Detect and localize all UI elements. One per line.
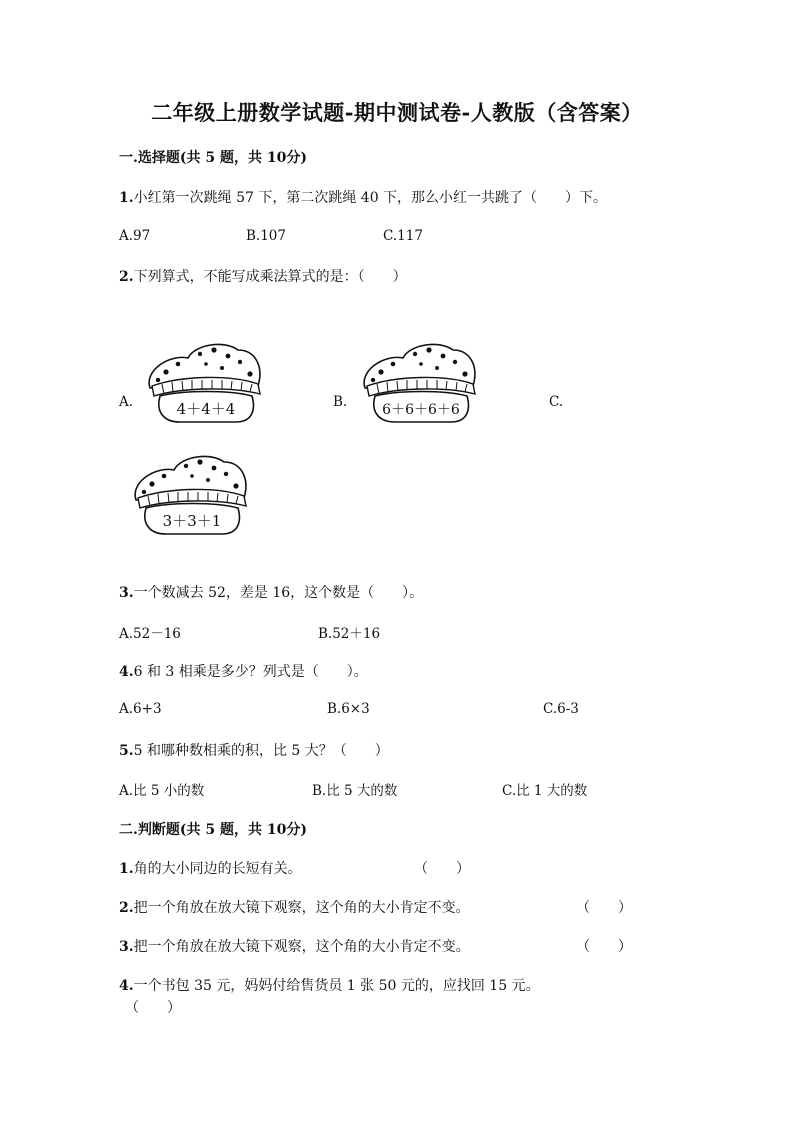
judge-1-blank: （ ） — [414, 861, 470, 877]
question-3 — [119, 582, 423, 602]
question-number: 1. — [119, 861, 134, 877]
judge-2 — [119, 897, 470, 917]
q4-option-c: C.6-3 — [543, 701, 579, 717]
q4-option-a: A.6+3 — [119, 701, 162, 717]
mushroom-b-image — [355, 340, 485, 426]
judge-3-blank: （ ） — [576, 939, 632, 955]
question-number: 2. — [119, 269, 134, 285]
judge-4-blank: （ ） — [125, 1000, 181, 1016]
q3-option-b: B.52＋16 — [318, 626, 381, 642]
question-number: 4. — [119, 664, 134, 680]
question-number: 1. — [119, 190, 134, 206]
mushroom-c-expression: 3＋3＋1 — [162, 512, 222, 530]
question-text: 下列算式，不能写成乘法算式的是：（ ） — [133, 269, 407, 285]
question-4 — [119, 661, 368, 681]
judge-1 — [119, 858, 302, 878]
question-number: 4. — [119, 978, 134, 994]
question-5 — [119, 740, 389, 760]
question-text: 角的大小同边的长短有关。 — [133, 861, 302, 877]
question-number: 2. — [119, 900, 134, 916]
judge-3 — [119, 936, 470, 956]
page-title: 二年级上册数学试题-期中测试卷-人教版（含答案） — [151, 100, 643, 125]
question-1 — [119, 187, 607, 207]
q3-option-a: A.52－16 — [119, 626, 181, 642]
mushroom-c-image — [126, 452, 256, 538]
section-heading-choice: 一.选择题(共 5 题，共 10分) — [119, 150, 307, 166]
question-number: 3. — [119, 585, 134, 601]
q1-option-b: B.107 — [246, 228, 286, 244]
question-text: 5 和哪种数相乘的积，比 5 大？（ ） — [133, 743, 389, 759]
q4-option-b: B.6×3 — [327, 701, 370, 717]
judge-2-blank: （ ） — [576, 900, 632, 916]
question-text: 小红第一次跳绳 57 下，第二次跳绳 40 下，那么小红一共跳了（ ）下。 — [133, 190, 608, 206]
q5-option-c: C.比 1 大的数 — [502, 783, 588, 799]
question-text: 一个数减去 52，差是 16，这个数是（ ）。 — [133, 585, 424, 601]
section-heading-judge: 二.判断题(共 5 题，共 10分) — [119, 822, 307, 838]
q2-option-c-letter: C. — [549, 394, 564, 410]
q1-option-c: C.117 — [383, 228, 423, 244]
question-text: 把一个角放在放大镜下观察，这个角的大小肯定不变。 — [133, 900, 470, 916]
q2-option-a-letter: A. — [119, 394, 134, 410]
mushroom-b-expression: 6＋6＋6＋6 — [382, 402, 460, 418]
q2-option-b-letter: B. — [333, 394, 348, 410]
judge-4 — [119, 975, 540, 995]
q5-option-a: A.比 5 小的数 — [119, 783, 205, 799]
mushroom-a-image — [140, 340, 270, 426]
question-text: 6 和 3 相乘是多少？列式是（ ）。 — [133, 664, 368, 680]
question-text: 一个书包 35 元，妈妈付给售货员 1 张 50 元的，应找回 15 元。 — [133, 978, 540, 994]
question-text: 把一个角放在放大镜下观察，这个角的大小肯定不变。 — [133, 939, 470, 955]
question-2 — [119, 266, 407, 286]
q1-option-a: A.97 — [119, 228, 151, 244]
question-number: 3. — [119, 939, 134, 955]
q5-option-b: B.比 5 大的数 — [312, 783, 398, 799]
question-number: 5. — [119, 743, 134, 759]
mushroom-a-expression: 4＋4＋4 — [176, 400, 236, 418]
